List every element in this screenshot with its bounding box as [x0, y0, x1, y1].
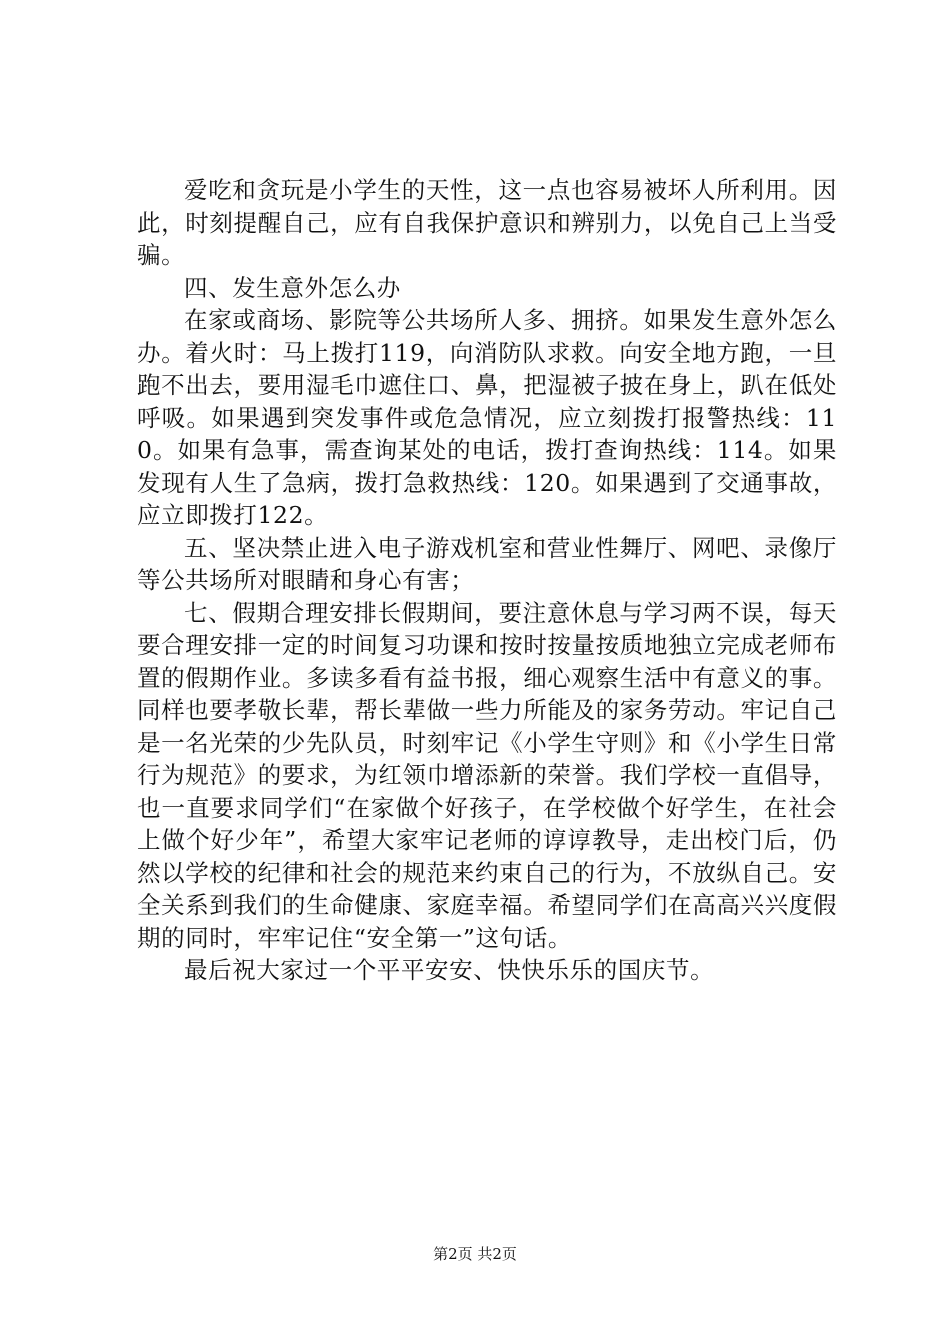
section-heading-accidents: 四、发生意外怎么办 — [184, 273, 401, 302]
paragraph-closing-wishes: 最后祝大家过一个平平安安、快快乐乐的国庆节。 — [184, 956, 715, 984]
paragraph-safety-awareness: 爱吃和贪玩是小学生的天性，这一点也容易被坏人所利用。因此，时刻提醒自己，应有自我保护意识和辨别力，以免自己上当受骗。 — [137, 176, 837, 269]
paragraph-prohibited-venues: 五、坚决禁止进入电子游戏机室和营业性舞厅、网吧、录像厅等公共场所对眼睛和身心有害； — [137, 533, 837, 594]
page-footer: 第2页 共2页 — [433, 1245, 517, 1263]
paragraph-holiday-arrangement: 七、假期合理安排长假期间，要注意休息与学习两不误，每天要合理安排一定的时间复习功课和按时按量按质地独立完成老师布置的假期作业。多读多看有益书报，细心观察生活中有意义的事。同样也要孝敬长辈，帮长辈做一些力所能及的家务劳动。牢记自己是一名光荣的少先队员，时刻牢记《小学生守则》和《小学生日常行为规范》的要求，为红领巾增添新的荣誉。我们学校一直倡导，也一直要求同学们“在家做个好孩子，在学校做个好学生，在社会上做个好少年”，希望大家牢记老师的谆谆教导，走出校门后，仍然以学校的纪律和社会的规范来约束自己的行为，不放纵自己。安全关系到我们的生命健康、家庭幸福。希望同学们在高高兴兴度假期的同时，牢牢记住“安全第一”这句话。 — [137, 598, 837, 952]
paragraph-emergency-numbers: 在家或商场、影院等公共场所人多、拥挤。如果发生意外怎么办。着火时：马上拨打119，向消防队求救。向安全地方跑，一旦跑不出去，要用湿毛巾遮住口、鼻，把湿被子披在身上，趴在低处呼吸。如果遇到突发事件或危急情况，应立刻拨打报警热线：110。如果有急事，需查询某处的电话，拨打查询热线：114。如果发现有人生了急病，拨打急救热线：120。如果遇到了交通事故，应立即拨打122。 — [137, 306, 837, 529]
document-body — [137, 174, 837, 987]
